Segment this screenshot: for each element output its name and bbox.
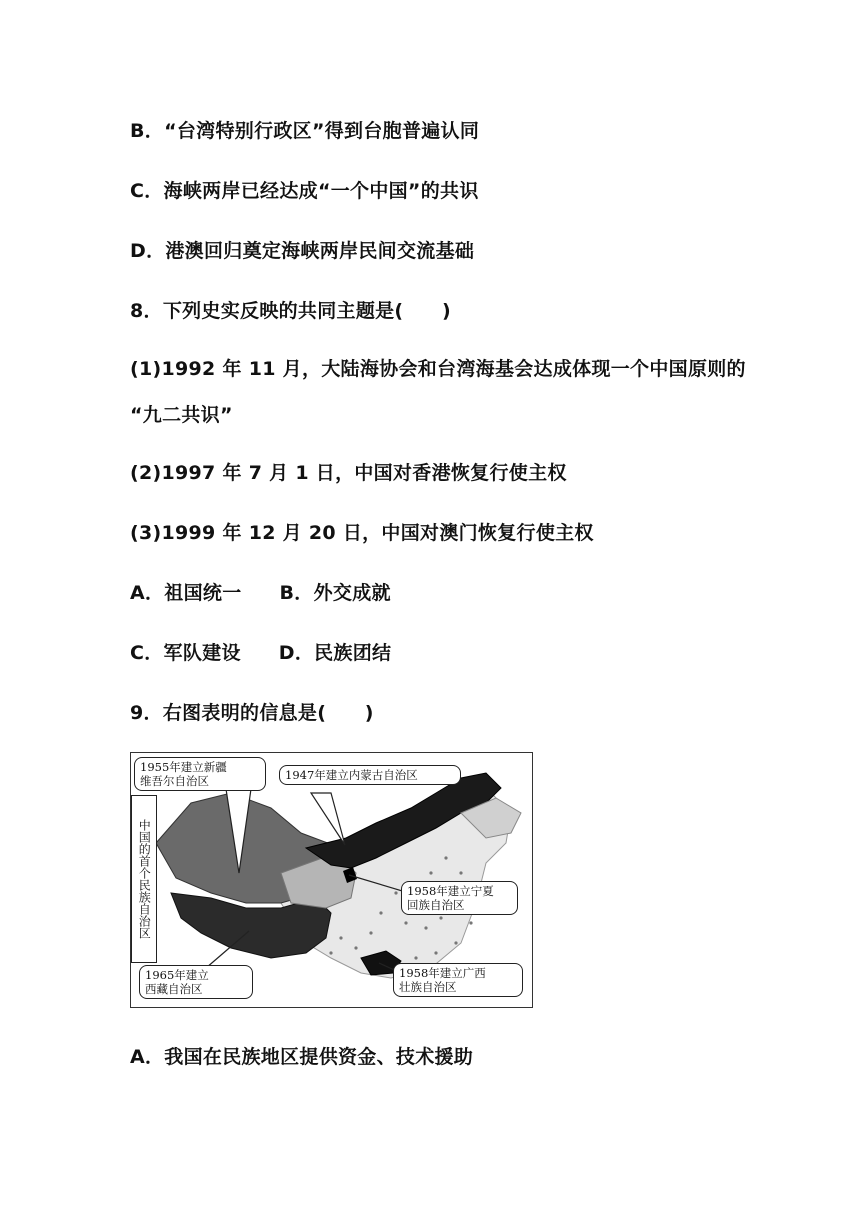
option-8d[interactable]: D．民族团结 [278,642,392,664]
autonomous-region-map [130,752,533,1008]
q8-options-row-1 [130,578,391,605]
option-7d[interactable]: D．港澳回归奠定海峡两岸民间交流基础 [130,240,475,262]
callout-xizang: 1965年建立 西藏自治区 [139,965,253,999]
neimenggu-pointer [311,793,345,845]
option-7c[interactable]: C．海峡两岸已经达成“一个中国”的共识 [130,180,479,202]
q8-item-1-cont: “九二共识” [130,404,233,426]
option-9a[interactable]: A．我国在民族地区提供资金、技术援助 [130,1046,474,1068]
callout-guangxi: 1958年建立广西 壮族自治区 [393,963,523,997]
question-8: 8．下列史实反映的共同主题是( ) [130,300,451,322]
q8-options-row-2 [130,638,391,665]
callout-xinjiang: 1955年建立新疆 维吾尔自治区 [134,757,266,791]
callout-ningxia: 1958年建立宁夏 回族自治区 [401,881,518,915]
callout-neimenggu: 1947年建立内蒙古自治区 [279,765,461,785]
q8-item-1: (1)1992 年 11 月，大陆海协会和台湾海基会达成体现一个中国原则的 [130,358,746,380]
option-7b[interactable]: B．“台湾特别行政区”得到台胞普遍认同 [130,120,480,142]
option-8a[interactable]: A．祖国统一 [130,582,242,604]
question-9: 9．右图表明的信息是( ) [130,702,374,724]
first-region-label: 中国的首个民族自治区 [131,795,157,963]
q8-item-2: (2)1997 年 7 月 1 日，中国对香港恢复行使主权 [130,462,567,484]
option-8c[interactable]: C．军队建设 [130,642,241,664]
option-8b[interactable]: B．外交成就 [279,582,391,604]
q8-item-3: (3)1999 年 12 月 20 日，中国对澳门恢复行使主权 [130,522,594,544]
